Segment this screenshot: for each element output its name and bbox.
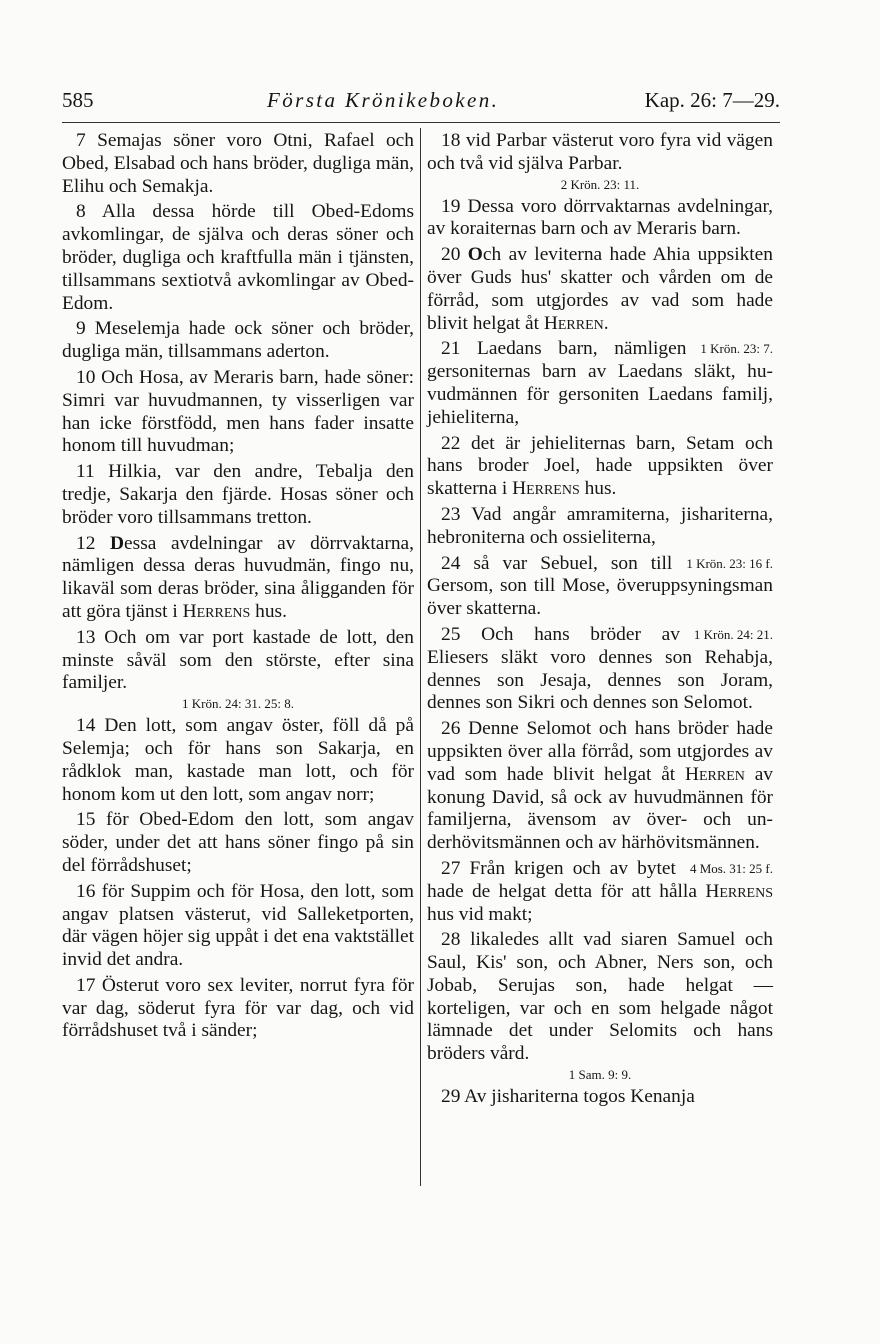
column-divider (420, 128, 421, 1186)
verse-number: 21 (441, 338, 461, 360)
verse-27 (427, 858, 773, 926)
verse-7 (62, 130, 414, 198)
cross-reference: 2 Krön. 23: 11. (560, 176, 640, 192)
verse-text: likaledes allt vad siaren Samuel och Saul, Kis' son, och Abner, Ners son, och Jobab, Serujas son, hade helgat — korteligen, var och en som helgade något lämnade det under Selomits och hans bröders vård. (427, 929, 773, 1065)
verse-number: 29 (441, 1086, 461, 1108)
left-column (62, 130, 414, 1046)
verse-24 (427, 553, 773, 621)
verse-text: Denne Selomot och hans bröder hade uppsikten över alla förråd, som utgjordes av vad som hade blivit helgat åt (427, 718, 773, 785)
verse-9 (62, 318, 414, 364)
verse-text: Av jishariterna togos Kenanja (464, 1086, 695, 1108)
verse-number: 20 (441, 244, 461, 266)
verse-29 (427, 1086, 773, 1109)
verse-23 (427, 504, 773, 550)
verse-text: för Suppim och för Hosa, den lott, som angav platsen västerut, vid Salleketporten, där vägen höjer sig uppåt i det ena vaktstället invid det andra. (62, 880, 414, 971)
verse-26 (427, 718, 773, 855)
verse-16 (62, 881, 414, 972)
verse-text: Vad angår amramiterna, jishariterna, hebroniterna och ossieliterna, (427, 503, 774, 548)
verse-number: 28 (441, 929, 461, 951)
right-column (427, 130, 773, 1112)
verse-number: 22 (441, 432, 461, 454)
verse-text: Och Hosa, av Meraris barn, hade söner: Simri var huvudmannen, ty visserligen var han icke förstfödd, men hans fader insatte honom till huvudman; (62, 366, 414, 457)
verse-text-continued: hus. (579, 478, 617, 500)
cross-reference: 1 Krön. 23: 7. (700, 341, 773, 357)
verse-number: 16 (76, 880, 96, 902)
verse-text-continued: hus. (250, 600, 287, 622)
verse-8 (62, 201, 414, 315)
verse-number: 15 (76, 809, 96, 831)
verse-text: Österut voro sex leviter, norrut fyra för var dag, söderut fyra för var dag, och vid förrådshuset två i sänder; (62, 974, 414, 1042)
verse-text: Från krigen och av bytet hade de helgat detta för att hålla (427, 857, 706, 902)
verse-number: 7 (76, 130, 86, 151)
verse-number: 11 (76, 461, 95, 483)
verse-25 (427, 624, 773, 715)
verse-number: 10 (76, 366, 96, 388)
verse-text: ch av leviterna hade Ahia uppsikten över Guds hus' skatter och vården om de förråd, som utgjordes av vad som hade blivit helgat åt (427, 244, 773, 334)
verse-text: det är jehieliternas barn, Setam och hans broder Joel, hade uppsikten över skatterna i (427, 432, 773, 500)
cross-reference: 1 Sam. 9: 9. (568, 1067, 632, 1083)
cross-reference: 4 Mos. 31: 25 f. (689, 860, 773, 876)
verse-number: 8 (76, 201, 86, 223)
verse-21 (427, 338, 773, 429)
verse-number: 26 (441, 718, 461, 740)
verse-12 (62, 533, 414, 624)
verse-text: Dessa voro dörrvaktarnas avdelningar, av koraiternas barn och av Meraris barn. (427, 195, 773, 240)
verse-number: 17 (76, 974, 96, 996)
verse-text: essa avdelningar av dörrvaktarna, nämligen dessa deras huvudmän, fingo nu, likaväl som deras bröder, sina åligganden för att göra tjänst i (62, 532, 414, 622)
verse-initial: D (110, 532, 125, 554)
verse-text: Den lott, som angav öster, föll då på Selemja; och för hans son Sakarja, en rådklok man, kastade man lott, och för honom kom ut den lott, som angav norr; (62, 715, 414, 805)
verse-28 (427, 929, 773, 1083)
verse-text: Meselemja hade ock söner och bröder, dugliga män, tillsammans aderton. (62, 318, 414, 363)
verse-number: 24 (441, 552, 461, 574)
verse-number: 12 (76, 532, 96, 554)
verse-number: 27 (441, 857, 461, 879)
verse-15 (62, 809, 414, 877)
verse-number: 23 (441, 503, 461, 525)
verse-text: Och hans bröder av Eliesers släkt voro dennes son Rehabja, dennes son Jesaja, dennes son Joram, dennes son Sikri och dennes son Selomot. (427, 623, 773, 714)
verse-text: Alla dessa hörde till Obed-Edoms avkomlingar, de själva och deras söner och bröder, dugliga och kraftfulla män i tjänsten, tillsammans sextiotvå avkomlingar av Obed-Edom. (62, 201, 414, 314)
verse-text-continued: . (603, 312, 609, 334)
divine-name: Herren (685, 763, 745, 785)
divine-name: Herrens (512, 478, 580, 500)
verse-17 (62, 975, 414, 1043)
divine-name: Herrens (705, 880, 773, 902)
cross-reference: 1 Krön. 24: 31. 25: 8. (182, 696, 294, 712)
verse-13 (62, 627, 414, 712)
verse-text: Laedans barn, nämligen gersoniternas barn av Laedans släkt, huvudmännen för gersoniten Laedans familj, jehieliterna, (427, 338, 773, 428)
verse-number: 18 (441, 130, 461, 151)
divine-name: Herren (543, 312, 604, 334)
verse-number: 14 (76, 715, 96, 737)
verse-text-continued: hus vid makt; (427, 903, 533, 925)
cross-reference: 1 Krön. 24: 21. (693, 626, 773, 642)
verse-initial: O (467, 244, 483, 266)
verse-18 (427, 130, 773, 193)
verse-number: 13 (76, 626, 96, 648)
verse-text: vid Parbar västerut voro fyra vid vägen och två vid själva Parbar. (427, 130, 773, 174)
verse-text: så var Sebuel, son till Gersom, son till Mose, överuppsyningsman över skatterna. (427, 552, 773, 620)
chapter-reference: Kap. 26: 7—29. (644, 88, 780, 112)
verse-11 (62, 461, 414, 529)
book-title: Första Krönikeboken. (267, 88, 500, 112)
verse-20 (427, 244, 773, 335)
page-number: 585 (62, 88, 94, 112)
divine-name: Herrens (182, 600, 251, 622)
verse-number: 19 (441, 195, 461, 217)
verse-number: 9 (76, 318, 86, 340)
verse-text: för Obed-Edom den lott, som angav söder, under det att hans söner fingo på sin del förrådshuset; (62, 809, 414, 876)
verse-19 (427, 196, 773, 242)
cross-reference: 1 Krön. 23: 16 f. (686, 555, 773, 571)
verse-text: Semajas söner voro Otni, Rafael och Obed, Elsabad och hans bröder, dugliga män, Elihu och Semakja. (62, 130, 414, 197)
page-header (62, 88, 780, 120)
verse-text: Och om var port kastade de lott, den minste såväl som den störste, efter sina familjer. (62, 626, 414, 694)
verse-10 (62, 367, 414, 458)
verse-text: Hilkia, var den andre, Tebalja den tredje, Sakarja den fjärde. Hosas söner och bröder voro tillsammans tretton. (62, 461, 414, 528)
verse-22 (427, 433, 773, 501)
verse-14 (62, 715, 414, 806)
verse-text-continued: av konung David, så ock av huvudmännen för familjerna, ävensom av över- och underhövitsmännen och av härhövitsmännen. (427, 763, 773, 854)
header-rule (62, 122, 780, 123)
verse-number: 25 (441, 623, 461, 645)
